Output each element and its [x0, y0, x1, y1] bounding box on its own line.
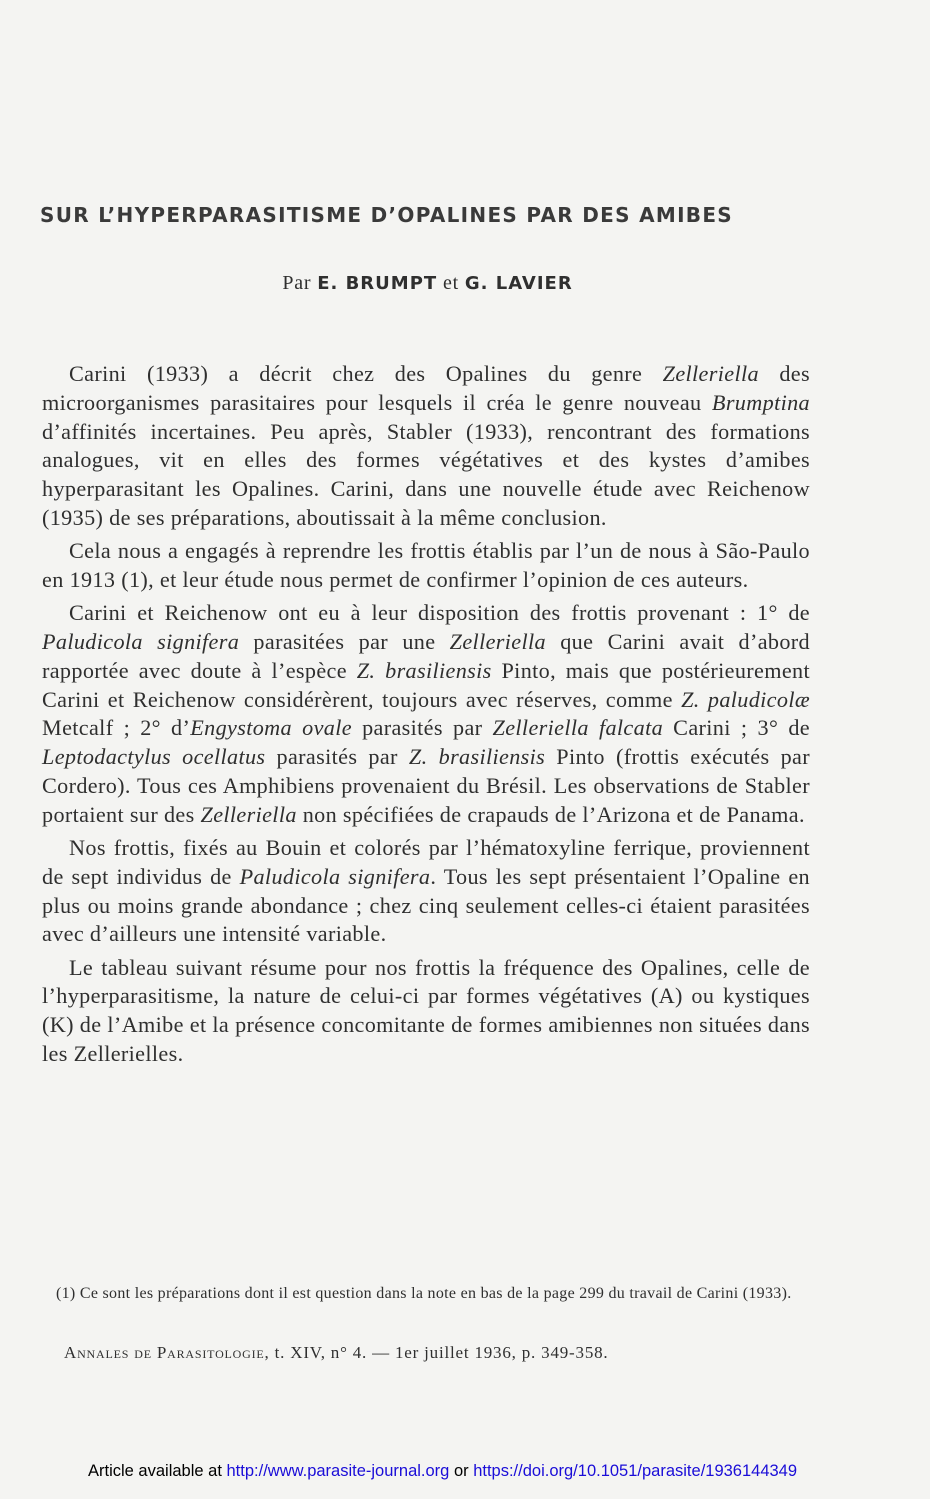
body-paragraph: [42, 537, 810, 595]
text-run: parasités par: [351, 715, 493, 741]
taxon-name: Paludicola signifera: [239, 863, 431, 889]
doi-link[interactable]: https://doi.org/10.1051/parasite/1936144349: [473, 1462, 798, 1480]
text-run: des microorganismes parasitaires pour lesquels il créa le genre nouveau: [42, 361, 810, 415]
taxon-name: Zelleriella: [200, 801, 297, 827]
author-lavier: G. LAVIER: [464, 273, 573, 294]
by-label: Par: [282, 272, 312, 294]
text-run: Carini (1933) a décrit chez des Opalines du genre: [69, 361, 663, 386]
text-run: Carini et Reichenow ont eu à leur disposition des frottis provenant : 1° de: [69, 600, 810, 626]
taxon-name: Engystoma ovale: [190, 715, 352, 741]
taxon-name: Z. brasiliensis: [408, 744, 546, 770]
taxon-name: Zelleriella: [662, 361, 759, 386]
article-bar-prefix: Article available at: [88, 1462, 227, 1480]
article-availability-bar: [88, 1462, 797, 1481]
journal-issue: , t. XIV, n° 4. — 1er juillet 1936, p. 349-358.: [264, 1343, 609, 1362]
footnote: [46, 1284, 810, 1303]
text-run: que Carini avait d’abord rapportée avec doute à l’espèce: [42, 628, 810, 683]
text-run: Metcalf ; 2° d’: [42, 715, 191, 741]
taxon-name: Z. brasiliensis: [356, 657, 492, 683]
taxon-name: Brumptina: [711, 389, 810, 415]
text-run: parasités par: [265, 744, 409, 770]
article-body: [42, 360, 810, 1073]
taxon-name: Zelleriella: [449, 628, 546, 654]
text-run: Nos frottis, fixés au Bouin et colorés par l’hématoxyline ferrique, proviennent de sept individus de: [42, 834, 810, 889]
taxon-name: Zelleriella falcata: [492, 715, 664, 741]
conjunction: et: [442, 272, 460, 294]
taxon-name: Z. paludicolæ: [681, 686, 810, 712]
taxon-name: Paludicola signifera: [42, 628, 240, 654]
text-run: Cela nous a engagés à reprendre les frottis établis par l’un de nous à São-Paulo en 1913 (1), et leur étude nous permet de confirmer l’opinion de ces auteurs.: [42, 538, 810, 592]
text-run: Le tableau suivant résume pour nos frottis la fréquence des Opalines, celle de l’hyperparasitisme, la nature de celui-ci par formes végétatives (A) ou kystiques (K) de l’Amibe et la présence concomitante de formes amibiennes non situées dans les Zellerielles.: [42, 954, 810, 1066]
article-title: SUR L’HYPERPARASITISME D’OPALINES PAR DES AMIBES: [40, 203, 734, 227]
footnote-text: (1) Ce sont les préparations dont il est question dans la note en bas de la page 299 du travail de Carini (1933).: [56, 1285, 792, 1302]
text-run: Carini ; 3° de: [663, 715, 810, 741]
parasite-journal-link[interactable]: http://www.parasite-journal.org: [226, 1462, 450, 1480]
author-brumpt: E. BRUMPT: [317, 273, 438, 294]
text-run: Pinto (frottis exécutés par Cordero). Tous ces Amphibiens provenaient du Brésil. Les observations de Stabler portaient sur des: [42, 744, 810, 827]
body-paragraph: [42, 954, 810, 1069]
body-paragraph: [42, 599, 810, 829]
text-run: parasitées par une: [239, 628, 450, 654]
text-run: Pinto, mais que postérieurement Carini et Reichenow considérèrent, toujours avec réserves, comme: [42, 657, 810, 712]
article-bar-or: or: [449, 1462, 474, 1480]
taxon-name: Leptodactylus ocellatus: [42, 744, 266, 770]
author-line: [0, 272, 855, 295]
text-run: non spécifiées de crapauds de l’Arizona et de Panama.: [296, 801, 805, 827]
body-paragraph: [42, 834, 810, 949]
text-run: d’affinités incertaines. Peu après, Stabler (1933), rencontrant des formations analogues, vit en elles des formes végétatives et des kystes d’amibes hyperparasitant les Opalines. Carini, dans une nouvelle étude avec Reichenow (1935) de ses préparations, aboutissait à la même conclusion.: [42, 418, 810, 530]
body-paragraph: [42, 360, 810, 533]
text-run: . Tous les sept présentaient l’Opaline en plus ou moins grande abondance ; chez cinq seulement celles-ci étaient parasitées avec d’ailleurs une intensité variable.: [42, 863, 810, 947]
journal-citation: [64, 1343, 608, 1363]
journal-name: Annales de Parasitologie: [64, 1343, 265, 1362]
